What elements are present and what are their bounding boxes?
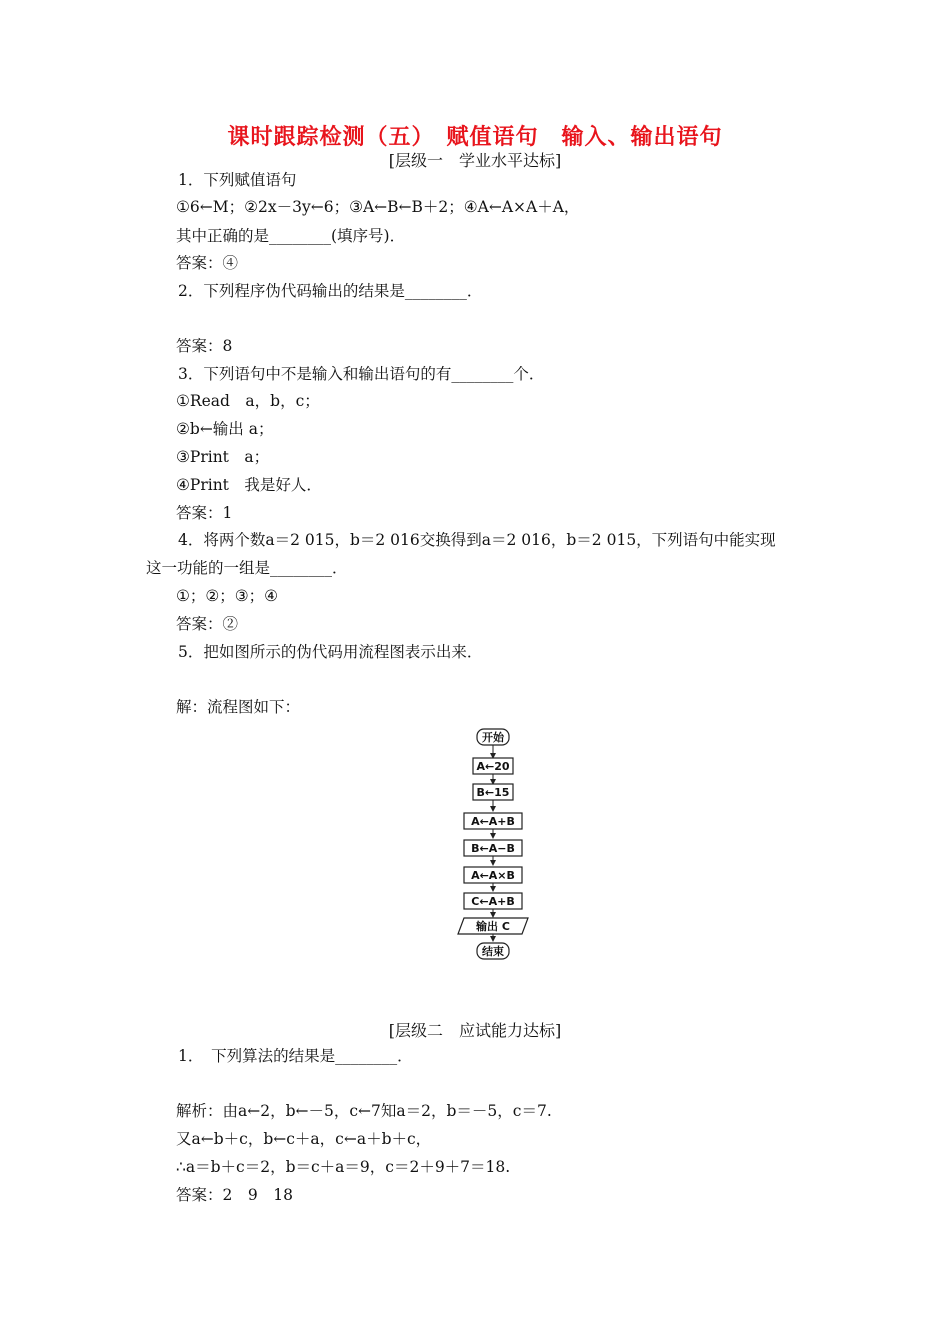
page-title: 课时跟踪检测（五） 赋值语句 输入、输出语句 bbox=[227, 125, 723, 150]
flow-output: 输出 C bbox=[476, 920, 510, 933]
l2-q1-answer: 答案：2 9 18 bbox=[176, 1186, 293, 1204]
flow-end: 结束 bbox=[482, 945, 504, 958]
flow-start: 开始 bbox=[482, 731, 504, 744]
q1-stem: 1．下列赋值语句 bbox=[178, 171, 297, 189]
flow-step-6: C←A+B bbox=[471, 895, 515, 908]
q5-stem: 5．把如图所示的伪代码用流程图表示出来． bbox=[178, 643, 483, 661]
level-one-heading: [层级一 学业水平达标] bbox=[388, 151, 562, 170]
q2-stem: 2．下列程序伪代码输出的结果是________． bbox=[178, 282, 483, 300]
q3-option-3: ③Print a； bbox=[176, 448, 270, 466]
q1-prompt: 其中正确的是________(填序号)． bbox=[176, 227, 406, 245]
q3-option-4: ④Print 我是好人． bbox=[176, 476, 322, 494]
l2-q1-analysis: 解析：由a←2，b←－5，c←7知a＝2，b＝－5，c＝7. bbox=[176, 1102, 552, 1120]
q5-solution: 解：流程图如下： bbox=[176, 698, 301, 716]
q1-answer: 答案：④ bbox=[176, 254, 239, 272]
l2-q1-analysis-3: ∴a＝b＋c＝2，b＝c＋a＝9，c＝2＋9＋7＝18. bbox=[176, 1158, 511, 1176]
flow-step-3: A←A+B bbox=[471, 815, 515, 828]
flow-step-1: A←20 bbox=[476, 760, 510, 773]
level-two-heading: [层级二 应试能力达标] bbox=[388, 1021, 562, 1040]
flow-step-5: A←A×B bbox=[471, 869, 515, 882]
q2-answer: 答案：8 bbox=[176, 337, 233, 355]
q4-answer: 答案：② bbox=[176, 615, 239, 633]
q3-option-1: ①Read a，b，c； bbox=[176, 392, 320, 410]
q1-options: ①6←M；②2x－3y←6；③A←B←B＋2；④A←A×A＋A， bbox=[176, 198, 580, 216]
flow-step-2: B←15 bbox=[476, 786, 510, 799]
q4-options: ①；②；③；④ bbox=[176, 587, 279, 605]
l2-q1-analysis-2: 又a←b＋c，b←c＋a，c←a＋b＋c， bbox=[176, 1130, 432, 1148]
q3-answer: 答案：1 bbox=[176, 504, 233, 522]
l2-q1-stem: 1． 下列算法的结果是________． bbox=[178, 1047, 413, 1065]
q4-stem-cont: 这一功能的一组是________． bbox=[146, 559, 348, 577]
flowchart bbox=[440, 726, 540, 966]
q3-option-2: ②b←输出 a； bbox=[176, 420, 274, 438]
flow-step-4: B←A−B bbox=[471, 842, 515, 855]
q3-stem: 3．下列语句中不是输入和输出语句的有________个． bbox=[178, 365, 545, 383]
q4-stem: 4．将两个数a＝2 015，b＝2 016交换得到a＝2 016，b＝2 015，下列语句中能实现 bbox=[178, 531, 776, 549]
